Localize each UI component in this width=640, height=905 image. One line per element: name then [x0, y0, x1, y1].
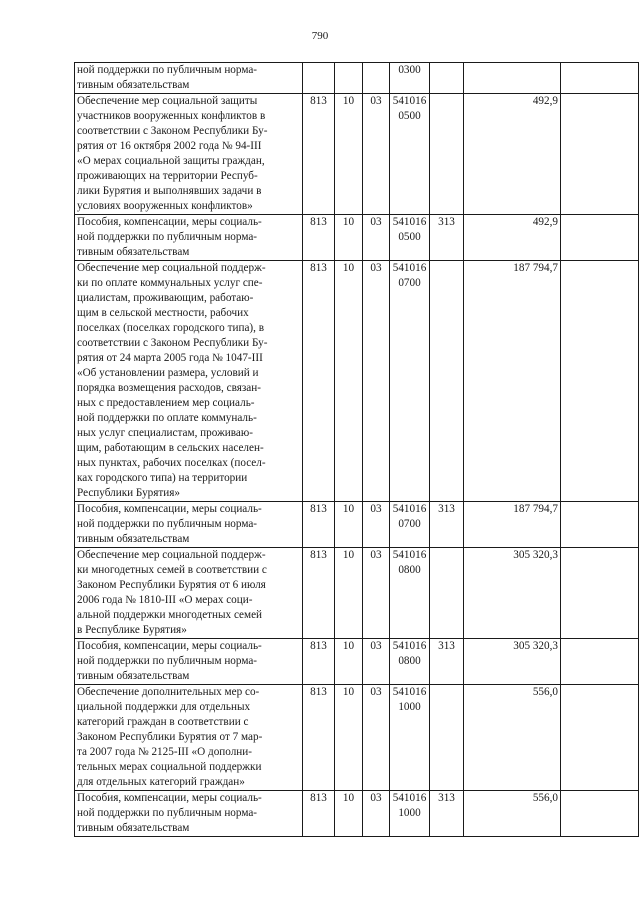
- target-article-code: 541016 0500: [390, 94, 430, 215]
- table-row: [75, 261, 639, 502]
- ministry-code: 813: [303, 639, 335, 685]
- row-description: Пособия, компенсации, меры социаль- ной поддержки по публичным норма- тивным обязательствам: [75, 502, 303, 548]
- subsection-code: 03: [363, 502, 390, 548]
- section-code: 10: [335, 502, 363, 548]
- expense-type-code: [430, 261, 464, 502]
- section-code: 10: [335, 639, 363, 685]
- amount: 556,0: [464, 685, 561, 791]
- extra-column: [561, 63, 639, 94]
- ministry-code: [303, 63, 335, 94]
- ministry-code: 813: [303, 94, 335, 215]
- row-description: Пособия, компенсации, меры социаль- ной поддержки по публичным норма- тивным обязательствам: [75, 791, 303, 837]
- subsection-code: 03: [363, 94, 390, 215]
- budget-table: [74, 62, 639, 837]
- row-description: Пособия, компенсации, меры социаль- ной поддержки по публичным норма- тивным обязательствам: [75, 639, 303, 685]
- target-article-code: 541016 0800: [390, 548, 430, 639]
- table-row: [75, 639, 639, 685]
- extra-column: [561, 94, 639, 215]
- section-code: 10: [335, 94, 363, 215]
- section-code: 10: [335, 791, 363, 837]
- target-article-code: 541016 0700: [390, 502, 430, 548]
- row-description: Обеспечение мер социальной поддерж- ки многодетных семей в соответствии с Законом Республики Бурятия от 6 июля 2006 года № 1810-III «О мерах соци- альной поддержки многодетных семей в Республике Бурятия»: [75, 548, 303, 639]
- extra-column: [561, 502, 639, 548]
- table-row: [75, 548, 639, 639]
- expense-type-code: 313: [430, 502, 464, 548]
- expense-type-code: [430, 94, 464, 215]
- expense-type-code: 313: [430, 791, 464, 837]
- table-row: [75, 94, 639, 215]
- amount: 305 320,3: [464, 639, 561, 685]
- subsection-code: 03: [363, 548, 390, 639]
- amount: 492,9: [464, 94, 561, 215]
- extra-column: [561, 685, 639, 791]
- expense-type-code: [430, 685, 464, 791]
- extra-column: [561, 215, 639, 261]
- extra-column: [561, 548, 639, 639]
- row-description: Пособия, компенсации, меры социаль- ной поддержки по публичным норма- тивным обязательствам: [75, 215, 303, 261]
- amount: 305 320,3: [464, 548, 561, 639]
- section-code: 10: [335, 685, 363, 791]
- target-article-code: 541016 0700: [390, 261, 430, 502]
- table-row: [75, 502, 639, 548]
- amount: 556,0: [464, 791, 561, 837]
- section-code: 10: [335, 261, 363, 502]
- extra-column: [561, 639, 639, 685]
- ministry-code: 813: [303, 215, 335, 261]
- subsection-code: 03: [363, 639, 390, 685]
- target-article-code: 541016 0800: [390, 639, 430, 685]
- section-code: 10: [335, 548, 363, 639]
- page-number: 790: [311, 30, 329, 42]
- amount: 492,9: [464, 215, 561, 261]
- row-description: Обеспечение дополнительных мер со- циальной поддержки для отдельных категорий граждан в соответствии с Законом Республики Бурятия от 7 мар- та 2007 года № 2125-III «О дополни- тельных мерах социальной поддержки для отдельных категорий граждан»: [75, 685, 303, 791]
- amount: [464, 63, 561, 94]
- ministry-code: 813: [303, 685, 335, 791]
- table-row: [75, 215, 639, 261]
- row-description: ной поддержки по публичным норма- тивным обязательствам: [75, 63, 303, 94]
- ministry-code: 813: [303, 548, 335, 639]
- section-code: 10: [335, 215, 363, 261]
- subsection-code: 03: [363, 261, 390, 502]
- target-article-code: 541016 0500: [390, 215, 430, 261]
- amount: 187 794,7: [464, 502, 561, 548]
- extra-column: [561, 261, 639, 502]
- row-description: Обеспечение мер социальной поддерж- ки по оплате коммунальных услуг спе- циалистам, проживающим, работаю- щим в сельской местности, рабочих поселках (поселках городского типа), в соответствии с Законом Республики Бу- рятия от 24 марта 2005 года № 1047-III «Об установлении размера, условий и порядка возмещения расходов, связан- ных с предоставлением мер социаль- ной поддержки по оплате коммуналь- ных услуг специалистам, проживаю- щим, работающим в сельских населен- ных пунктах, рабочих поселках (посел- ках городского типа) на территории Республики Бурятия»: [75, 261, 303, 502]
- amount: 187 794,7: [464, 261, 561, 502]
- table-row: [75, 791, 639, 837]
- subsection-code: [363, 63, 390, 94]
- target-article-code: 541016 1000: [390, 685, 430, 791]
- expense-type-code: 313: [430, 215, 464, 261]
- extra-column: [561, 791, 639, 837]
- row-description: Обеспечение мер социальной защиты участников вооруженных конфликтов в соответствии с Законом Республики Бу- рятия от 16 октября 2002 года № 94-III «О мерах социальной защиты граждан, проживающих на территории Респуб- лики Бурятия и выполнявших задачи в условиях вооруженных конфликтов»: [75, 94, 303, 215]
- target-article-code: 541016 1000: [390, 791, 430, 837]
- expense-type-code: 313: [430, 639, 464, 685]
- expense-type-code: [430, 548, 464, 639]
- subsection-code: 03: [363, 215, 390, 261]
- ministry-code: 813: [303, 261, 335, 502]
- table-row: [75, 685, 639, 791]
- ministry-code: 813: [303, 502, 335, 548]
- section-code: [335, 63, 363, 94]
- ministry-code: 813: [303, 791, 335, 837]
- subsection-code: 03: [363, 791, 390, 837]
- subsection-code: 03: [363, 685, 390, 791]
- table-row: [75, 63, 639, 94]
- expense-type-code: [430, 63, 464, 94]
- target-article-code: 0300: [390, 63, 430, 94]
